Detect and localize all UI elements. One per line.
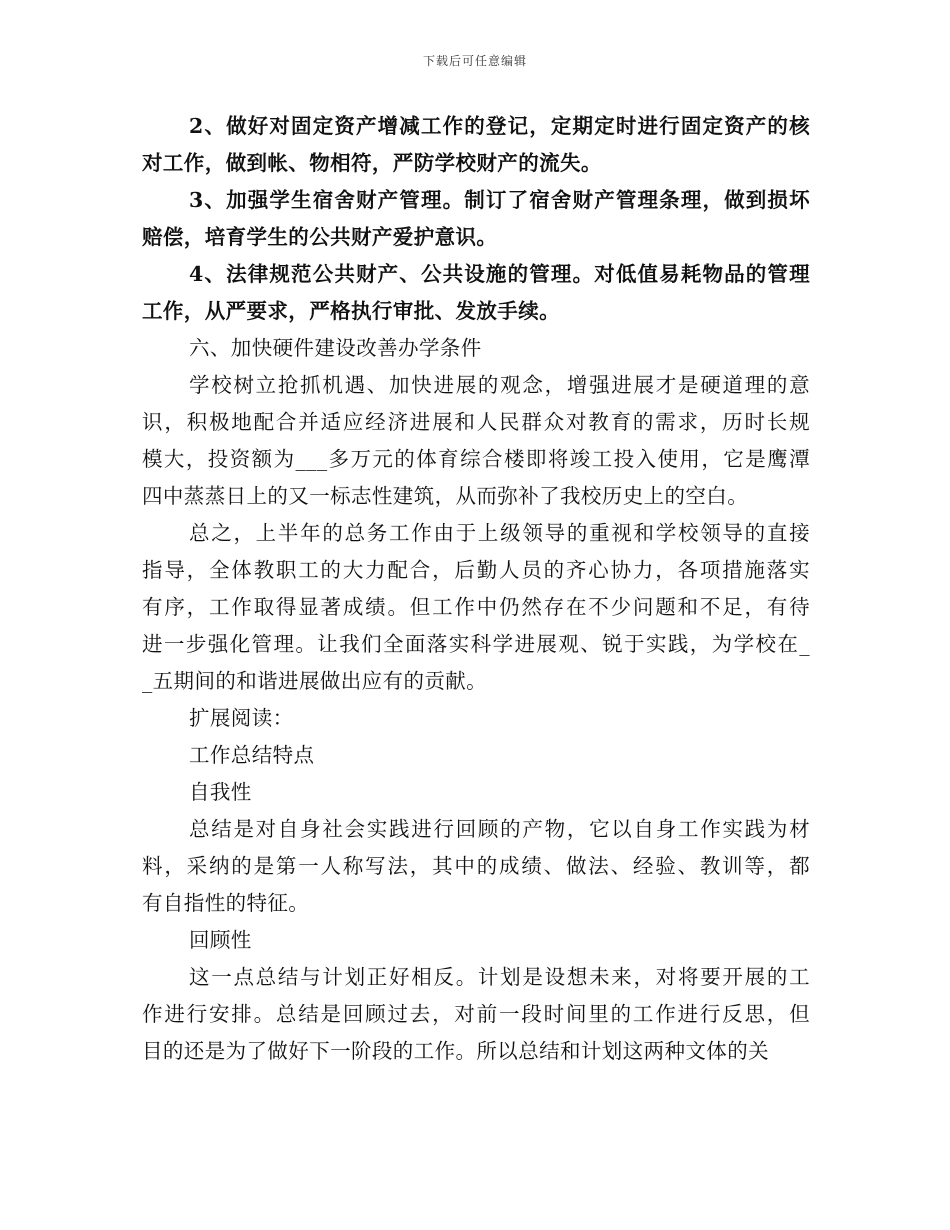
text-line: _五期间的和谐进展做出应有的贡献。 bbox=[142, 669, 488, 693]
paragraph bbox=[142, 256, 810, 330]
paragraph bbox=[142, 811, 810, 922]
text-line: 识，积极地配合并适应经济进展和人民群众对教育的需求，历时长规 bbox=[142, 410, 810, 434]
text-line: 扩展阅读： bbox=[189, 706, 294, 730]
paragraph bbox=[142, 959, 810, 1070]
paragraph bbox=[142, 108, 810, 182]
text-line: 工作，从严要求，严格执行审批、发放手续。 bbox=[142, 299, 560, 323]
text-line: 有自指性的特征。 bbox=[142, 891, 310, 915]
text-line: 目的还是为了做好下一阶段的工作。所以总结和计划这两种文体的关 bbox=[142, 1039, 769, 1063]
text-line: 六、加快硬件建设改善办学条件 bbox=[189, 336, 482, 360]
text-line: 总之，上半年的总务工作由于上级领导的重视和学校领导的直接 bbox=[189, 521, 810, 545]
text-line: 这一点总结与计划正好相反。计划是设想未来，对将要开展的工 bbox=[189, 965, 810, 989]
paragraph bbox=[142, 182, 810, 256]
text-line: 工作总结特点 bbox=[189, 743, 315, 767]
text-line: 3、加强学生宿舍财产管理。制订了宿舍财产管理条理，做到损坏 bbox=[189, 188, 810, 212]
text-line: 2、做好对固定资产增减工作的登记，定期定时进行固定资产的核 bbox=[189, 114, 810, 138]
document-body bbox=[142, 108, 810, 1070]
text-line: 四中蒸蒸日上的又一标志性建筑，从而弥补了我校历史上的空白。 bbox=[142, 484, 749, 508]
text-line: 回顾性 bbox=[189, 928, 252, 952]
text-line: 对工作，做到帐、物相符，严防学校财产的流失。 bbox=[142, 151, 602, 175]
text-line: 料，采纳的是第一人称写法，其中的成绩、做法、经验、教训等，都 bbox=[142, 854, 810, 878]
paragraph bbox=[142, 515, 810, 700]
text-line: 指导，全体教职工的大力配合，后勤人员的齐心协力，各项措施落实 bbox=[142, 558, 810, 582]
text-line: 总结是对自身社会实践进行回顾的产物，它以自身工作实践为材 bbox=[189, 817, 810, 841]
text-line: 进一步强化管理。让我们全面落实科学进展观、锐于实践，为学校在_ bbox=[142, 632, 810, 656]
text-line: 学校树立抢抓机遇、加快进展的观念，增强进展才是硬道理的意 bbox=[189, 373, 810, 397]
text-line: 自我性 bbox=[189, 780, 252, 804]
text-line: 作进行安排。总结是回顾过去，对前一段时间里的工作进行反思，但 bbox=[142, 1002, 810, 1026]
paragraph bbox=[142, 367, 810, 515]
paragraph bbox=[142, 774, 810, 811]
text-line: 赔偿，培育学生的公共财产爱护意识。 bbox=[142, 225, 498, 249]
text-line: 模大，投资额为___多万元的体育综合楼即将竣工投入使用，它是鹰潭 bbox=[142, 447, 810, 471]
paragraph bbox=[142, 922, 810, 959]
text-line: 4、法律规范公共财产、公共设施的管理。对低值易耗物品的管理 bbox=[189, 262, 810, 286]
text-line: 有序，工作取得显著成绩。但工作中仍然存在不少问题和不足，有待 bbox=[142, 595, 810, 619]
paragraph bbox=[142, 330, 810, 367]
page-header: 下载后可任意编辑 bbox=[422, 54, 527, 68]
paragraph bbox=[142, 737, 810, 774]
paragraph bbox=[142, 700, 810, 737]
